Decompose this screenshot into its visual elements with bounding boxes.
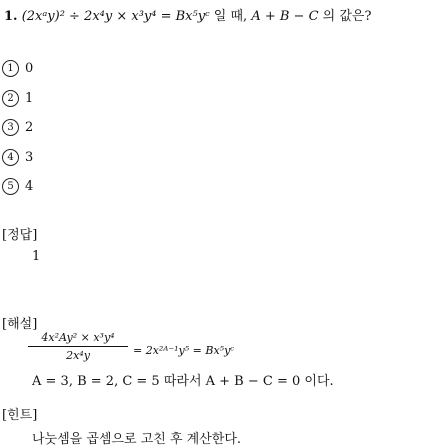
explanation-fraction	[28, 331, 128, 362]
choice-value: 3	[25, 150, 34, 165]
question-number: 1.	[4, 9, 18, 24]
choice-value: 0	[25, 61, 34, 76]
fraction-denominator: 2x⁴y	[66, 349, 90, 362]
answer-value: 1	[32, 249, 41, 264]
choice-marker: 4	[2, 149, 19, 166]
choice-marker: 5	[2, 178, 19, 195]
question-ask-suffix: 의 값은?	[322, 9, 372, 24]
question-line	[4, 5, 371, 24]
question-expression: (2xᵃy)² ÷ 2x⁴y × x³y⁴ = Bx⁵yᶜ	[21, 9, 210, 24]
choice-4[interactable]	[2, 149, 33, 166]
explanation-tag: [해설]	[2, 317, 38, 332]
choice-marker: 3	[2, 119, 19, 136]
choice-3[interactable]	[2, 119, 33, 136]
choice-5[interactable]	[2, 178, 33, 195]
explanation-equation: = 2x²ᴬ⁻¹y⁵ = Bx⁵yᶜ	[133, 344, 235, 357]
hint-text: 나눗셈을 곱셈으로 고친 후 계산한다.	[32, 432, 242, 447]
choice-value: 4	[25, 179, 34, 194]
explanation-conclusion: A = 3, B = 2, C = 5 따라서 A + B − C = 0 이다.	[32, 374, 334, 389]
choice-marker: 2	[2, 90, 19, 107]
choice-1[interactable]	[2, 60, 33, 77]
choice-value: 1	[25, 91, 34, 106]
question-condition: 일 때,	[213, 9, 248, 24]
hint-tag: [힌트]	[2, 408, 38, 423]
question-ask-expression: A + B − C	[251, 9, 319, 24]
choice-value: 2	[25, 120, 34, 135]
choice-2[interactable]	[2, 90, 33, 107]
choice-marker: 1	[2, 60, 19, 77]
fraction-numerator: 4x²Ay² × x³y⁴	[41, 331, 115, 344]
answer-tag: [정답]	[2, 228, 38, 243]
